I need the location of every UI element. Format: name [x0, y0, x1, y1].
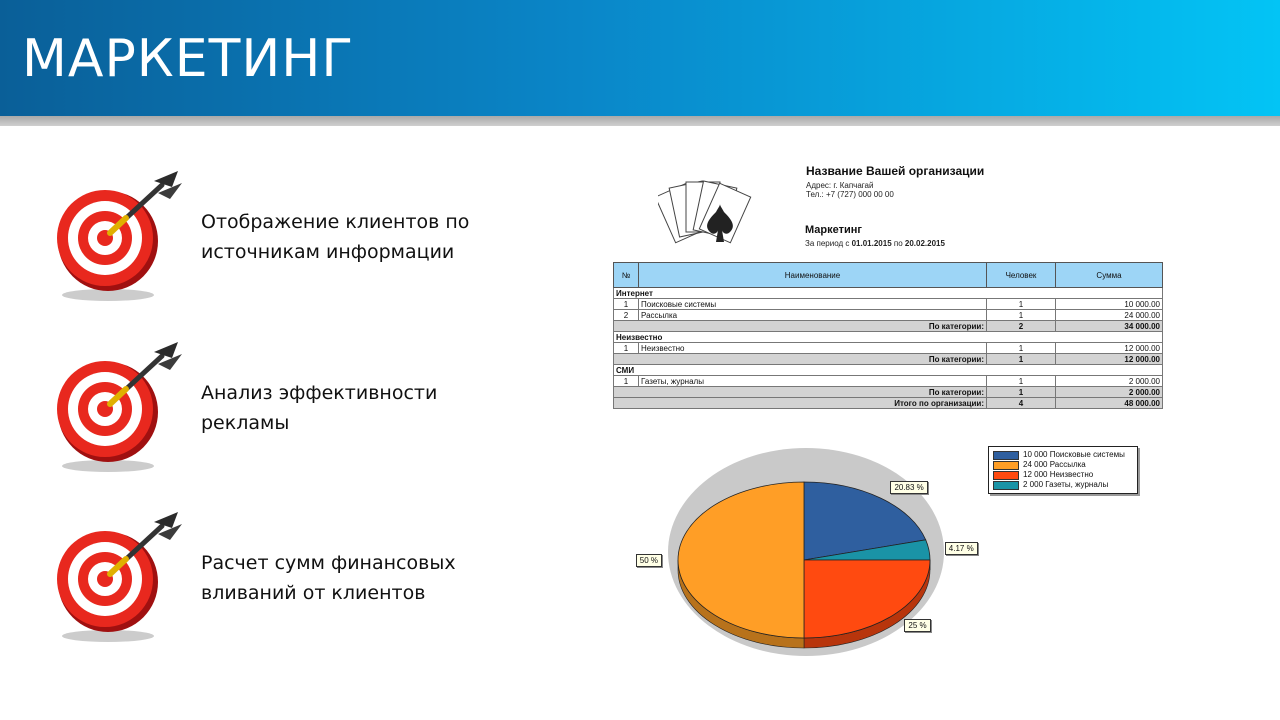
- cell-name: Неизвестно: [639, 343, 987, 354]
- col-sum: Сумма: [1056, 263, 1163, 288]
- subtotal-label: По категории:: [614, 321, 987, 332]
- org-phone: Тел.: +7 (727) 000 00 00: [806, 190, 894, 199]
- total-sum: 48 000.00: [1056, 398, 1163, 409]
- group-name: СМИ: [614, 365, 1163, 376]
- cell-name: Поисковые системы: [639, 299, 987, 310]
- table-row: [614, 299, 1163, 310]
- subtotal-sum: 2 000.00: [1056, 387, 1163, 398]
- target-dart-icon: [50, 336, 190, 476]
- group-name: Неизвестно: [614, 332, 1163, 343]
- cell-sum: 10 000.00: [1056, 299, 1163, 310]
- subtotal-sum: 34 000.00: [1056, 321, 1163, 332]
- cell-num: 2: [614, 310, 639, 321]
- cell-sum: 2 000.00: [1056, 376, 1163, 387]
- title-bar: [0, 0, 1280, 116]
- legend-text: 2 000 Газеты, журналы: [1023, 480, 1109, 489]
- col-num: №: [614, 263, 639, 288]
- cell-name: Рассылка: [639, 310, 987, 321]
- bullet-text: [201, 378, 561, 438]
- subtotal-people: 1: [987, 387, 1056, 398]
- bullet-line: Расчет сумм финансовых: [201, 552, 456, 574]
- bullet-line: источникам информации: [201, 241, 455, 263]
- cell-sum: 24 000.00: [1056, 310, 1163, 321]
- period-prefix: За период с: [805, 239, 850, 248]
- pie-percent-label: 25 %: [904, 619, 930, 632]
- table-row: [614, 310, 1163, 321]
- pie-percent-label: 20.83 %: [890, 481, 927, 494]
- cell-people: 1: [987, 376, 1056, 387]
- bullet-item: [50, 336, 570, 476]
- bullet-line: Отображение клиентов по: [201, 211, 470, 233]
- group-name: Интернет: [614, 288, 1163, 299]
- table-group-row: [614, 332, 1163, 343]
- total-row: [614, 398, 1163, 409]
- cell-num: 1: [614, 343, 639, 354]
- subtotal-row: [614, 387, 1163, 398]
- total-people: 4: [987, 398, 1056, 409]
- cell-num: 1: [614, 376, 639, 387]
- bullet-line: рекламы: [201, 412, 290, 434]
- subtotal-label: По категории:: [614, 354, 987, 365]
- table-header-row: [614, 263, 1163, 288]
- bullet-text: [201, 207, 561, 267]
- legend-text: 10 000 Поисковые системы: [1023, 450, 1125, 459]
- legend-swatch: [993, 471, 1019, 480]
- subtotal-row: [614, 354, 1163, 365]
- target-dart-icon: [50, 165, 190, 305]
- title-divider: [0, 116, 1280, 126]
- bullet-item: [50, 165, 570, 305]
- subtotal-people: 2: [987, 321, 1056, 332]
- chart-legend: [988, 446, 1138, 494]
- period-from: 01.01.2015: [851, 239, 892, 248]
- table-group-row: [614, 365, 1163, 376]
- cell-name: Газеты, журналы: [639, 376, 987, 387]
- report-preview: [612, 160, 1172, 680]
- cell-sum: 12 000.00: [1056, 343, 1163, 354]
- report-table: [613, 262, 1163, 409]
- table-row: [614, 376, 1163, 387]
- table-group-row: [614, 288, 1163, 299]
- bullet-item: [50, 506, 570, 646]
- cell-people: 1: [987, 343, 1056, 354]
- playing-cards-logo: [658, 174, 754, 266]
- col-people: Человек: [987, 263, 1056, 288]
- cell-people: 1: [987, 299, 1056, 310]
- subtotal-label: По категории:: [614, 387, 987, 398]
- period-to: 20.02.2015: [904, 239, 945, 248]
- pie-percent-label: 50 %: [636, 554, 662, 567]
- bullet-text: [201, 548, 561, 608]
- org-name: Название Вашей организации: [806, 164, 985, 178]
- table-body: [614, 288, 1163, 409]
- period-mid: по: [893, 239, 903, 248]
- total-label: Итого по организации:: [614, 398, 987, 409]
- subtotal-people: 1: [987, 354, 1056, 365]
- pie-percent-label: 4.17 %: [945, 542, 978, 555]
- org-address: Адрес: г. Капчагай: [806, 181, 874, 190]
- legend-swatch: [993, 481, 1019, 490]
- cell-num: 1: [614, 299, 639, 310]
- legend-swatch: [993, 451, 1019, 460]
- target-dart-icon: [50, 506, 190, 646]
- subtotal-sum: 12 000.00: [1056, 354, 1163, 365]
- legend-swatch: [993, 461, 1019, 470]
- legend-text: 24 000 Рассылка: [1023, 460, 1086, 469]
- bullet-line: Анализ эффективности: [201, 382, 438, 404]
- report-title: Маркетинг: [805, 224, 862, 236]
- bullet-line: вливаний от клиентов: [201, 582, 426, 604]
- slide-title: МАРКЕТИНГ: [22, 29, 355, 89]
- cell-people: 1: [987, 310, 1056, 321]
- col-name: Наименование: [639, 263, 987, 288]
- table-row: [614, 343, 1163, 354]
- report-period: [805, 239, 945, 248]
- subtotal-row: [614, 321, 1163, 332]
- legend-text: 12 000 Неизвестно: [1023, 470, 1094, 479]
